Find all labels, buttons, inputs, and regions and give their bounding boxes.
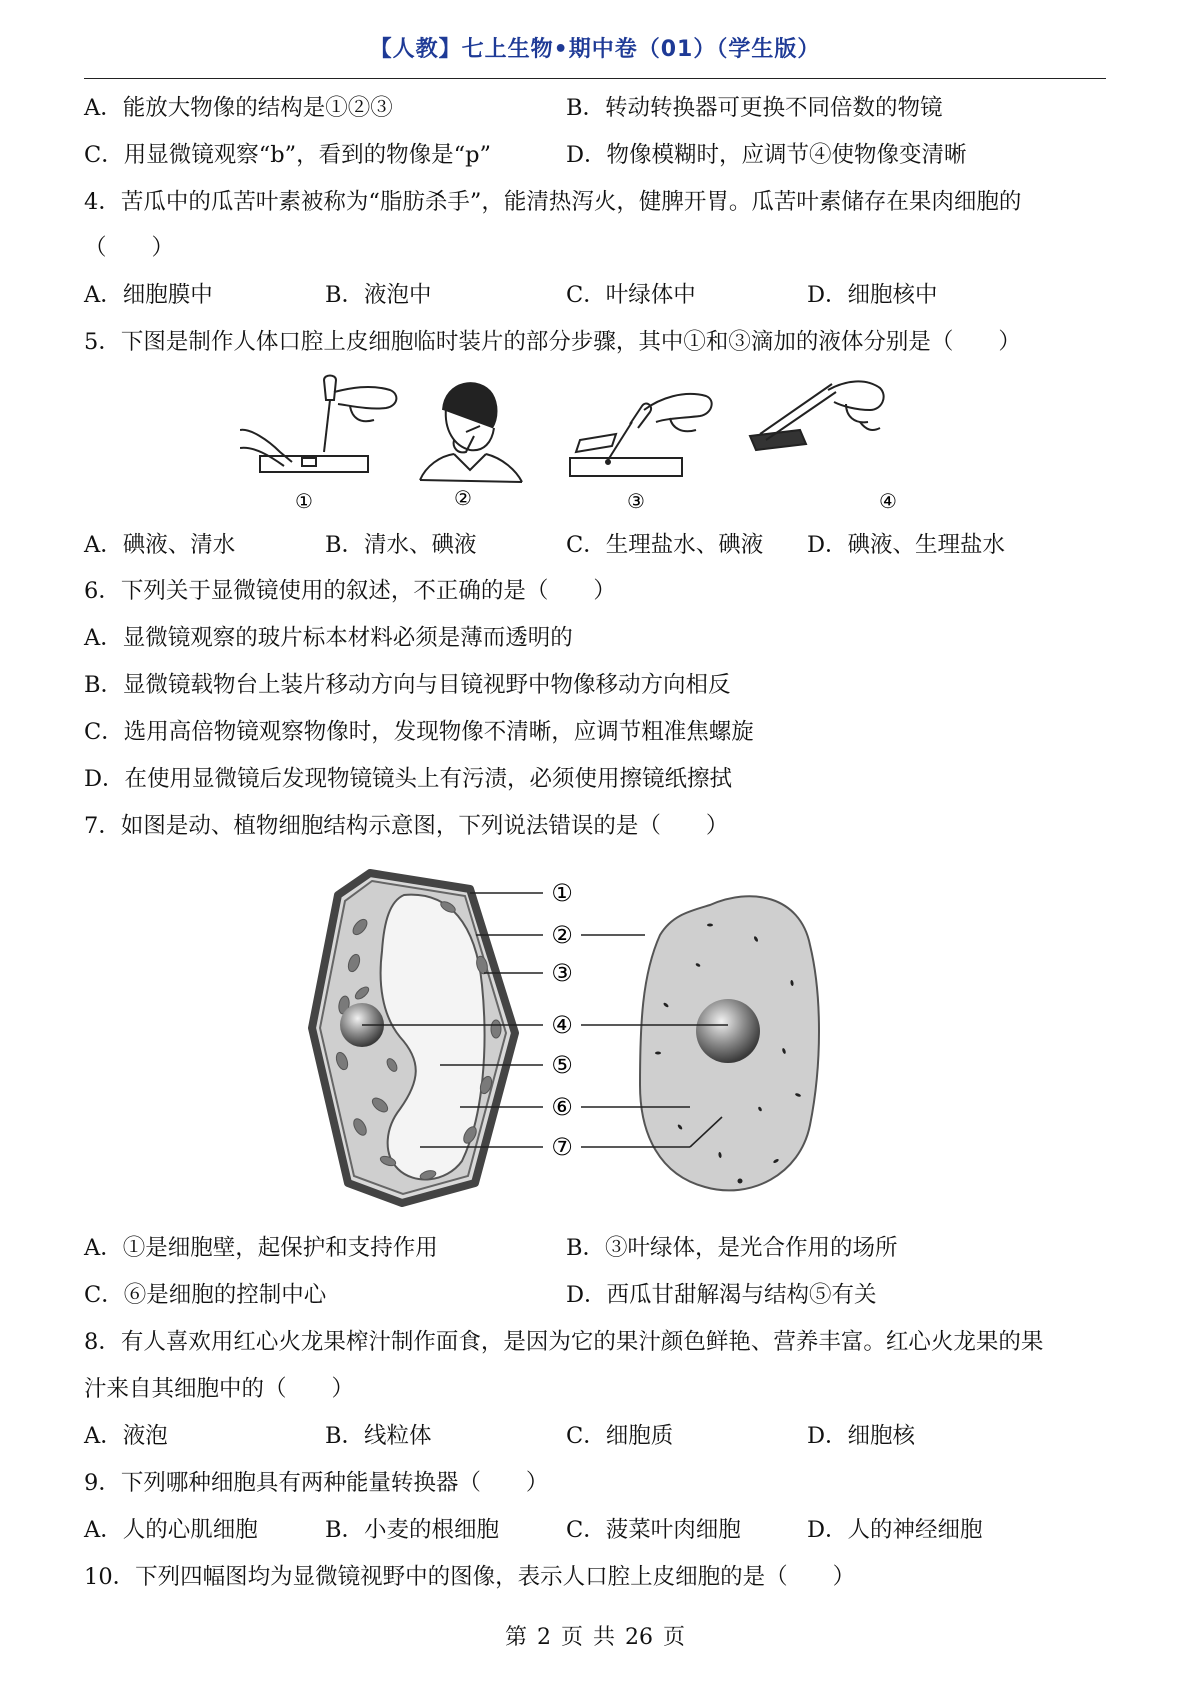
q8-option-c: C．细胞质: [566, 1423, 674, 1449]
q5-option-d: D．碘液、生理盐水: [807, 532, 1006, 558]
q3-option-b: B．转动转换器可更换不同倍数的物镜: [566, 95, 943, 121]
footer-part: 第: [504, 1625, 527, 1650]
q3-option-c: C．用显微镜观察“b”，看到的物像是“p”: [84, 142, 492, 168]
footer-part: 页: [560, 1625, 583, 1650]
q4-stem-line1: 4．苦瓜中的瓜苦叶素被称为“脂肪杀手”，能清热泻火，健脾开胃。瓜苦叶素储存在果肉细胞的: [84, 189, 1022, 215]
q4-option-b: B．液泡中: [325, 282, 432, 308]
q4-option-d: D．细胞核中: [807, 282, 938, 308]
q5-step2-illustration: [420, 383, 522, 482]
q9-option-c: C．菠菜叶肉细胞: [566, 1517, 741, 1543]
q5-option-c: C．生理盐水、碘液: [566, 532, 764, 558]
q4-option-a: A．细胞膜中: [84, 282, 213, 308]
q5-stem: 5．下图是制作人体口腔上皮细胞临时装片的部分步骤，其中①和③滴加的液体分别是（ ）: [84, 329, 1021, 355]
q8-stem-line2: 汁来自其细胞中的（ ）: [84, 1376, 355, 1402]
q5-label-4: ④: [879, 489, 897, 513]
diagram-label-2: ②: [551, 921, 573, 949]
q9-option-a: A．人的心肌细胞: [84, 1517, 258, 1543]
q6-option-d: D．在使用显微镜后发现物镜镜头上有污渍，必须使用擦镜纸擦拭: [84, 766, 733, 792]
q5-step3-illustration: [570, 394, 712, 476]
q8-option-a: A．液泡: [84, 1423, 168, 1449]
diagram-label-3: ③: [551, 959, 573, 987]
plant-cell: [312, 873, 515, 1203]
q5-option-a: A．碘液、清水: [84, 532, 236, 558]
q7-cell-diagram: [300, 865, 900, 1210]
q5-label-3: ③: [627, 489, 645, 513]
q4-stem-line2: （ ）: [84, 235, 175, 261]
q7-stem: 7．如图是动、植物细胞结构示意图，下列说法错误的是（ ）: [84, 813, 729, 839]
q5-label-1: ①: [295, 489, 313, 513]
diagram-label-5: ⑤: [551, 1051, 573, 1079]
diagram-label-7: ⑦: [551, 1133, 573, 1161]
q9-option-b: B．小麦的根细胞: [325, 1517, 500, 1543]
q5-label-2: ②: [454, 486, 472, 510]
q3-option-d: D．物像模糊时，应调节④使物像变清晰: [566, 142, 967, 168]
diagram-label-1: ①: [551, 879, 573, 907]
q9-option-d: D．人的神经细胞: [807, 1517, 983, 1543]
page-footer: [0, 1620, 1190, 1651]
q5-option-b: B．清水、碘液: [325, 532, 477, 558]
diagram-label-6: ⑥: [551, 1093, 573, 1121]
q4-option-c: C．叶绿体中: [566, 282, 696, 308]
q3-option-a: A．能放大物像的结构是①②③: [84, 95, 393, 121]
q6-option-c: C．选用高倍物镜观察物像时，发现物像不清晰，应调节粗准焦螺旋: [84, 719, 754, 745]
q6-option-a: A．显微镜观察的玻片标本材料必须是薄而透明的: [84, 625, 573, 651]
page-header-title: 【人教】七上生物•期中卷（01）（学生版）: [369, 37, 821, 62]
header-divider: [84, 78, 1106, 79]
q10-stem: 10．下列四幅图均为显微镜视野中的图像，表示人口腔上皮细胞的是（ ）: [84, 1564, 856, 1590]
diagram-label-4: ④: [551, 1011, 573, 1039]
footer-current-page: 2: [536, 1625, 551, 1650]
animal-cell-nucleus: [696, 999, 760, 1063]
q5-figure: [240, 370, 940, 520]
q6-option-b: B．显微镜载物台上装片移动方向与目镜视野中物像移动方向相反: [84, 672, 731, 698]
footer-total-pages: 26: [625, 1625, 654, 1650]
q7-option-c: C．⑥是细胞的控制中心: [84, 1282, 327, 1308]
q8-stem-line1: 8．有人喜欢用红心火龙果榨汁制作面食，是因为它的果汁颜色鲜艳、营养丰富。红心火龙果的果: [84, 1329, 1044, 1355]
q6-stem: 6．下列关于显微镜使用的叙述，不正确的是（ ）: [84, 578, 616, 604]
q5-step1-illustration: [240, 376, 396, 473]
q8-option-b: B．线粒体: [325, 1423, 432, 1449]
q7-option-a: A．①是细胞壁，起保护和支持作用: [84, 1235, 438, 1261]
footer-part: 共: [593, 1625, 616, 1650]
diagram-labels: [551, 879, 573, 1161]
q9-stem: 9．下列哪种细胞具有两种能量转换器（ ）: [84, 1470, 549, 1496]
q5-step4-illustration: [750, 381, 884, 450]
footer-part: 页: [663, 1625, 686, 1650]
q8-option-d: D．细胞核: [807, 1423, 916, 1449]
q7-option-b: B．③叶绿体，是光合作用的场所: [566, 1235, 898, 1261]
q7-option-d: D．西瓜甘甜解渴与结构⑤有关: [566, 1282, 877, 1308]
